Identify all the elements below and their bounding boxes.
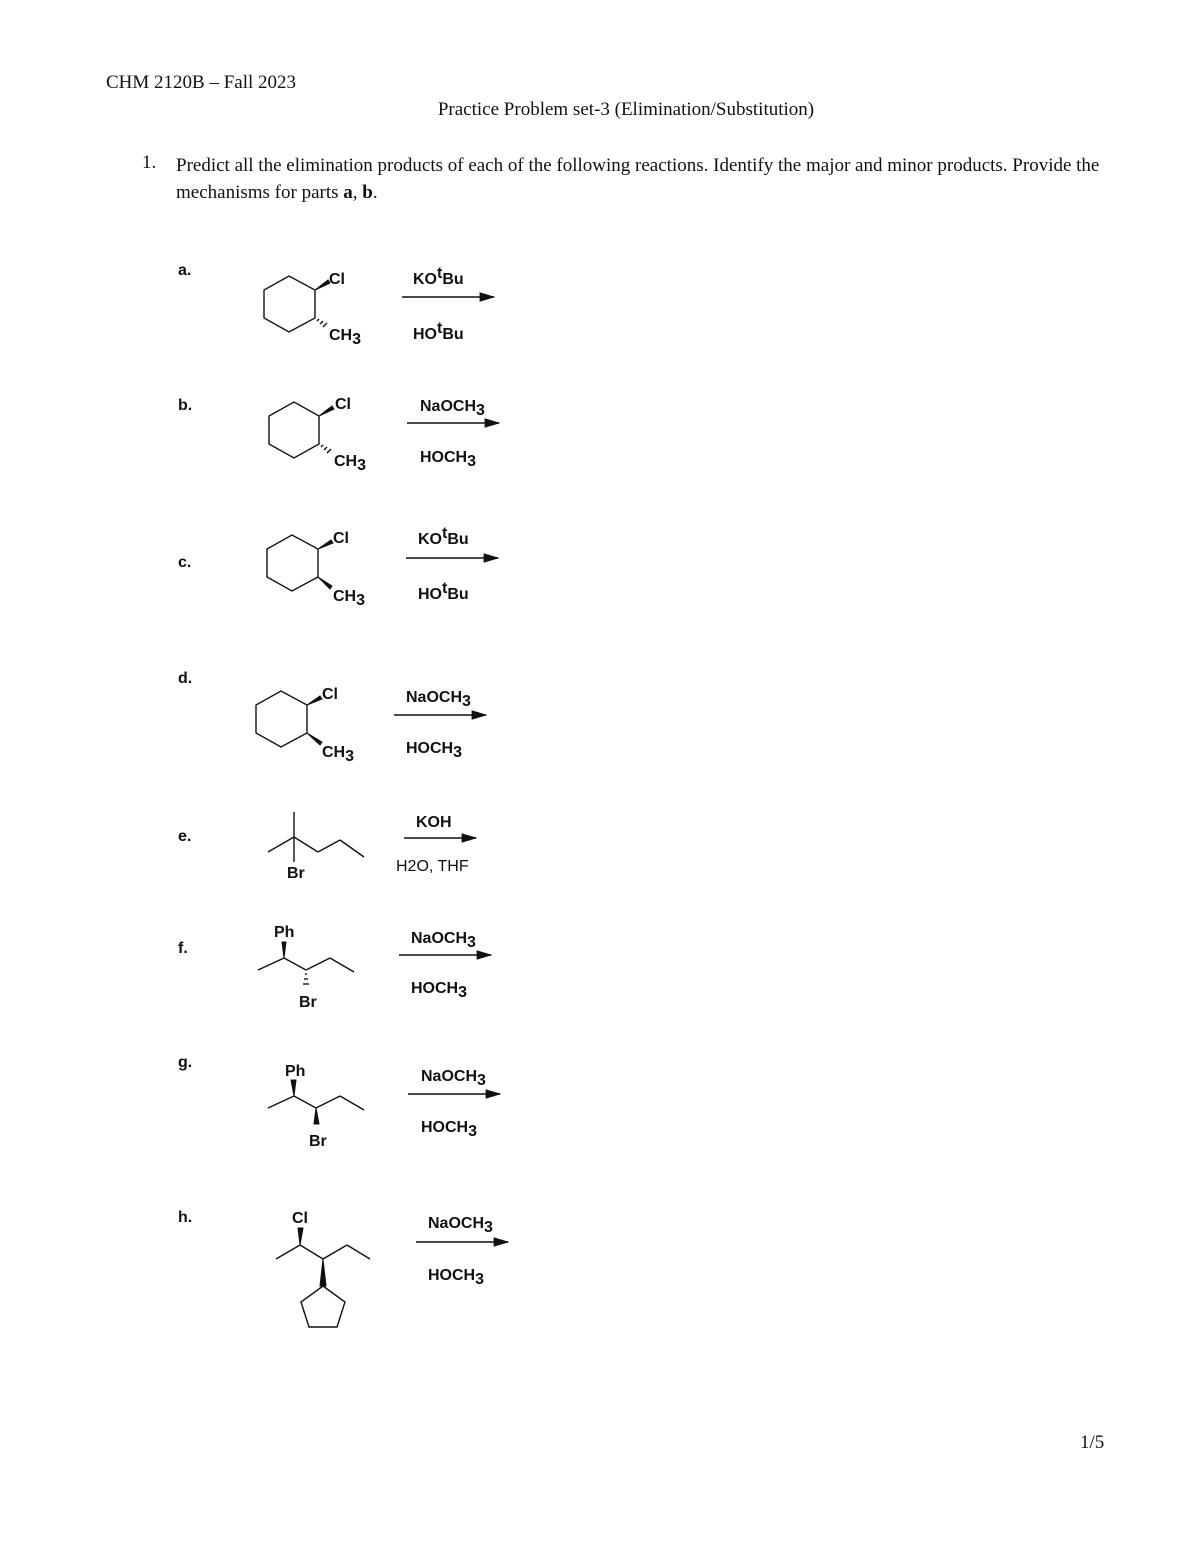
substituent-br-g: Br	[309, 1133, 327, 1150]
reagent-top-a: KOtBu	[413, 265, 464, 288]
cyclohexane-ring-a	[264, 276, 315, 332]
bold-part-b: b	[362, 182, 373, 203]
part-label-h: h.	[178, 1209, 193, 1226]
part-label-e: e.	[178, 828, 192, 845]
reagent-top-g: NaOCH3	[421, 1068, 486, 1089]
reaction-arrow-g	[408, 1068, 500, 1140]
part-label-a: a.	[178, 262, 192, 279]
molecule-g	[268, 1063, 364, 1150]
molecule-h	[276, 1210, 370, 1327]
substituent-br-e: Br	[287, 865, 305, 882]
part-label-g: g.	[178, 1054, 193, 1071]
substituent-ph-f: Ph	[274, 924, 295, 941]
molecule-f	[258, 924, 354, 1011]
reagent-top-c: KOtBu	[418, 525, 469, 548]
problem-set-title: Practice Problem set-3 (Elimination/Substitution)	[437, 99, 815, 120]
wedge-bond-cl-a	[315, 280, 330, 290]
wedge-bond-cyclopentyl-h	[320, 1259, 326, 1286]
wedge-bond-cl-d	[307, 696, 322, 705]
wedge-bond-br-g	[314, 1108, 319, 1124]
reagent-bottom-f: HOCH3	[411, 980, 468, 1001]
reagent-bottom-e: H2O, THF	[396, 858, 469, 875]
substituent-cl-d: Cl	[322, 686, 338, 703]
reagent-top-f: NaOCH3	[411, 930, 476, 951]
molecule-e	[268, 812, 364, 882]
wedge-bond-ph-f	[282, 942, 286, 958]
substituent-ch3-d: CH3	[322, 744, 355, 765]
substituent-cl-b: Cl	[335, 396, 351, 413]
substituent-ch3-a: CH3	[329, 327, 362, 348]
molecule-b	[269, 396, 366, 474]
reagent-top-b: NaOCH3	[420, 398, 485, 419]
substituent-cl-c: Cl	[333, 530, 349, 547]
reaction-arrow-f	[399, 930, 491, 1001]
substituent-ch3-b: CH3	[334, 453, 367, 474]
bold-part-a: a	[343, 182, 353, 203]
hash-bond-br-f	[303, 974, 309, 984]
molecule-a	[264, 271, 361, 348]
substituent-cl-h: Cl	[292, 1210, 308, 1227]
reagent-bottom-d: HOCH3	[406, 740, 463, 761]
reaction-arrow-a	[402, 265, 494, 343]
question-number: 1.	[142, 152, 157, 173]
reagent-bottom-c: HOtBu	[418, 580, 469, 603]
cyclohexane-ring-d	[256, 691, 307, 747]
substituent-ch3-c: CH3	[333, 588, 366, 609]
reagent-top-d: NaOCH3	[406, 689, 471, 710]
substituent-ph-g: Ph	[285, 1063, 306, 1080]
molecule-c	[267, 530, 365, 609]
wedge-bond-cl-b	[319, 406, 334, 416]
hash-bond-ch3-a	[317, 319, 327, 327]
wedge-bond-ch3-d	[307, 733, 322, 745]
reaction-arrow-d	[394, 689, 486, 761]
cyclohexane-ring-b	[269, 402, 319, 458]
reagent-bottom-h: HOCH3	[428, 1267, 485, 1288]
part-label-f: f.	[178, 940, 188, 957]
wedge-bond-ch3-c	[318, 577, 332, 589]
substituent-cl-a: Cl	[329, 271, 345, 288]
reaction-arrow-h	[416, 1215, 508, 1288]
substituent-br-f: Br	[299, 994, 317, 1011]
molecule-d	[256, 686, 354, 765]
wedge-bond-cl-c	[318, 540, 333, 549]
course-header: CHM 2120B – Fall 2023	[106, 72, 297, 93]
cyclopentane-ring-h	[301, 1286, 345, 1327]
reagent-bottom-a: HOtBu	[413, 320, 464, 343]
cyclohexane-ring-c	[267, 535, 318, 591]
wedge-bond-cl-h	[298, 1228, 303, 1245]
reagent-bottom-g: HOCH3	[421, 1119, 478, 1140]
part-label-b: b.	[178, 397, 193, 414]
question-text: Predict all the elimination products of each of the following reactions. Identify the major and minor products. Provide the mechanisms for parts a, b.	[176, 155, 1100, 203]
hash-bond-ch3-b	[321, 445, 331, 453]
part-label-c: c.	[178, 554, 192, 571]
reagent-top-h: NaOCH3	[428, 1215, 493, 1236]
page-number: 1/5	[1080, 1432, 1105, 1453]
reagent-top-e: KOH	[416, 814, 452, 831]
reaction-arrow-b	[407, 398, 499, 470]
part-label-d: d.	[178, 670, 193, 687]
reaction-arrow-e	[396, 814, 476, 875]
wedge-bond-ph-g	[291, 1080, 296, 1096]
reaction-arrow-c	[406, 525, 498, 603]
reagent-bottom-b: HOCH3	[420, 449, 477, 470]
